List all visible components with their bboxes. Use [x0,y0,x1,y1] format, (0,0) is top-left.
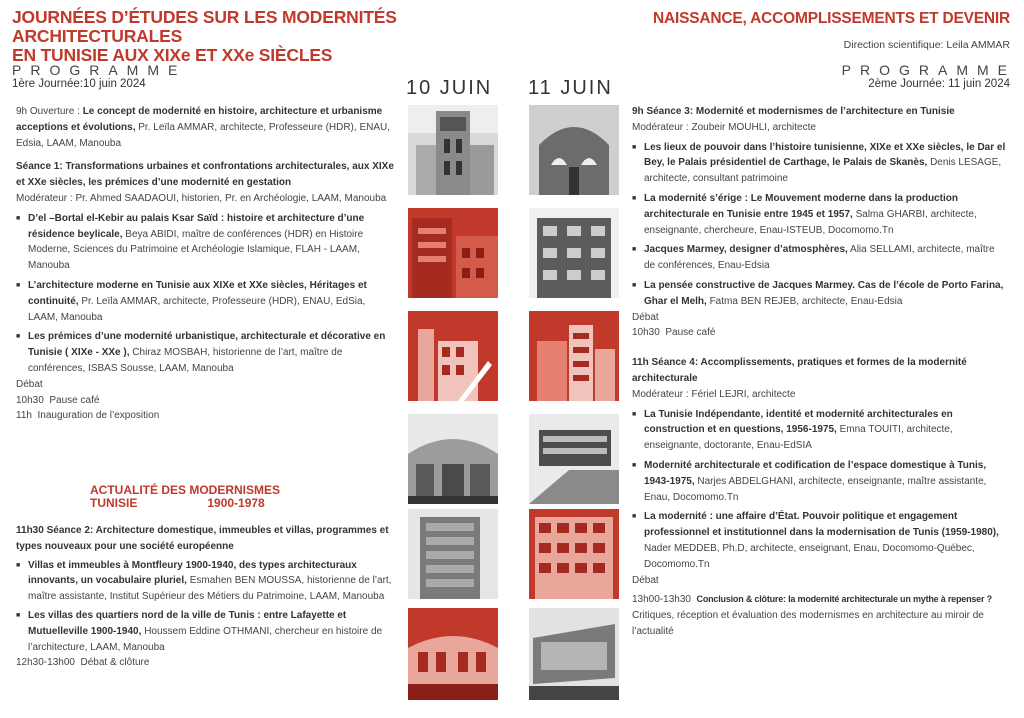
session1-title: Séance 1: Transformations urbaines et confrontations architecturales, aux XIXe et XXe siècles, les prémices d’une modernité en gestation [16,161,394,189]
session4-item [632,407,1008,454]
talk-title: Jacques Marmey, designer d’atmosphères, [644,244,848,256]
opening-speaker: Pr. Leïla AMMAR, architecte, Professeure (HDR), ENAU, Edsia, LAAM, Manouba [16,121,391,149]
inauguration-label: Inauguration de l’exposition [37,410,160,422]
talk-title: La pensée constructive de Jacques Marmey. Cas de l’école de Porto Farina, Ghar el Melh, [644,279,1004,307]
opening-block [16,104,394,151]
exhibition-title-line2 [90,497,350,510]
right-title: NAISSANCE, ACCOMPLISSEMENTS ET DEVENIR [653,10,1010,27]
closing-text: Critiques, réception et évaluation des modernismes en architecture au miroir de l’actualité [632,610,984,637]
session2-item [16,558,394,605]
debat-label: Débat [632,311,659,323]
talk-speaker: Fatma BEN REJEB, architecte, Enau-Edsia [709,295,903,307]
session2-block [16,523,394,671]
main-title-line1: JOURNÉES D’ÉTUDES SUR LES MODERNITÉS ARCHITECTURALES [12,7,397,46]
pause-label: Pause café [665,327,716,339]
talk-speaker: Pr. Leïla AMMAR, architecte, Professeure (HDR), ENAU, EdSia, LAAM, Manouba [28,295,366,323]
session3-title: 9h Séance 3: Modernité et modernismes de l’architecture en Tunisie [632,106,955,117]
talk-title: D’el –Bortal el-Kebir au palais Ksar Saïd : histoire et architecture d’une résidence beylicale, [28,212,365,240]
building-photo [529,208,619,298]
talk-title: Les prémices d’une modernité urbanistique, architecturale et décorative en Tunisie ( XIXe - XXe ), [28,331,386,359]
talk-title: Modernité architecturale et codification de l’espace domestique à Tunis, 1943-1975, [644,459,987,487]
building-photo [529,311,619,401]
session2-item [16,608,394,655]
pause-label: Pause café [49,394,100,406]
inauguration-line [16,408,394,424]
talk-speaker: Narjes ABDELGHANI, architecte, enseignante, maître assistante, Enau, Docomomo.Tn [644,475,987,503]
exhibition-title-line1: ACTUALITÉ DES MODERNISMES [90,483,281,497]
session3-item [632,242,1008,274]
talk-speaker: Nader MEDDEB, Ph.D, architecte, enseignant, Enau, Docomomo-Québec, Docomomo.Tn [644,542,975,570]
building-photo [408,311,498,401]
talk-speaker: Denis LESAGE, architecte, consultant patrimoine [644,157,1002,185]
pause-time: 10h30 [16,394,44,406]
day1-heading: 10 JUIN [406,77,493,99]
session4-moderator: Modérateur : Fériel LEJRI, architecte [632,388,796,400]
session3-item [632,191,1008,238]
day2-heading: 11 JUIN [528,77,613,99]
inauguration-time: 11h [16,410,32,422]
talk-title: Les lieux de pouvoir dans l’histoire tunisienne, XIXe et XXe siècles, le Dar el Bey, le Palais présidentiel de Carthage, le Palais de Skanès, [644,141,1006,169]
talk-title: Les villas des quartiers nord de la ville de Tunis : entre Lafayette et Mutuelleville 1900-1940, [28,609,347,637]
session4-item [632,458,1008,505]
talk-speaker: Beya ABIDI, maître de conférences (HDR) en Histoire Moderne, Sciences du Patrimoine et Archéologie Islamique, FLAH - LAAM, Manouba [28,228,364,272]
closing-line [16,655,394,671]
building-photo [408,414,498,504]
session3-item [632,278,1008,310]
building-photo [408,608,498,700]
session4-block [632,355,1008,640]
talk-speaker: Emna TOUITI, architecte, enseignante, doctorante, Enau-EdSIA [644,424,953,452]
session4-title: 11h Séance 4: Accomplissements, pratiques et formes de la modernité architecturale [632,357,967,384]
building-photo [529,509,619,599]
opening-title: Le concept de modernité en histoire, architecture et urbanisme acceptions et évolutions, [16,106,383,133]
talk-speaker: Alia SELLAMI, architecte, maître de conférences, Enau-Edsia [644,244,995,272]
talk-title: L’architecture moderne en Tunisie aux XIXe et XXe siècles, Héritages et continuité, [28,279,367,307]
exhibition-title [90,484,350,510]
direction-line: Direction scientifique: Leila AMMAR [843,39,1010,51]
session3-item [632,140,1008,187]
programme-heading-left: PROGRAMME [12,62,187,78]
building-photo [408,208,498,298]
main-title-line2: EN TUNISIE AUX XIXe ET XXe SIÈCLES [12,45,333,65]
session2-title: 11h30 Séance 2: Architecture domestique, immeubles et villas, programmes et types nouveaux pour une société européenne [16,525,389,552]
exhibition-years: 1900-1978 [207,496,265,510]
closing-line [632,592,1008,608]
opening-time: 9h Ouverture : [16,106,80,117]
building-photo [529,105,619,195]
session4-item [632,509,1008,572]
day2-program [632,104,1008,640]
closing-title: Conclusion & clôture: la modernité architecturale un mythe à repenser ? [696,594,992,605]
session1-item [16,211,394,274]
talk-title: Villas et immeubles à Montfleury 1900-1940, des types architecturaux innovants, un vocabulaire pluriel, [28,559,357,587]
session1-moderator: Modérateur : Pr. Ahmed SAADAOUI, historien, Pr. en Archéologie, LAAM, Manouba [16,192,387,204]
day1-label: 1ère Journée:10 juin 2024 [12,78,146,90]
closing-time: 12h30-13h00 [16,657,75,669]
talk-speaker: Esmahen BEN MOUSSA, historienne de l’art, maître assistante, Institut Supérieur des Métiers du Patrimoine, LAAM, Manouba [28,575,392,603]
session1-item [16,278,394,325]
talk-title: La modernité s’érige : Le Mouvement moderne dans la production architecturale en Tunisie entre 1945 et 1957, [644,192,958,220]
talk-title: La modernité : une affaire d’État. Pouvoir politique et engagement professionnel et institutionnel dans la modernisation de Tunis (1959-1980), [644,511,999,539]
exhibition-country: TUNISIE [90,496,138,510]
session1-block [16,159,394,424]
closing-label: Débat & clôture [80,657,150,669]
building-photo [529,414,619,504]
pause-time: 10h30 [632,327,660,339]
programme-heading-right: PROGRAMME [841,62,1016,78]
talk-speaker: Salma GHARBI, architecte, enseignante, chercheure, Enau-ISTEUB, Docomomo.Tn [644,208,977,236]
closing-time: 13h00-13h30 [632,594,691,606]
building-photo [529,608,619,700]
day2-label: 2ème Journée: 11 juin 2024 [868,78,1010,90]
debat-label: Débat [632,574,659,586]
building-photo [408,509,498,599]
talk-speaker: Houssem Eddine OTHMANI, chercheur en histoire de l’architecture, LAAM, Manouba [28,625,383,653]
pause-line [16,393,394,409]
main-title [12,8,402,65]
talk-title: La Tunisie Indépendante, identité et modernité architecturales en construction et en questions, 1956-1975, [644,408,953,436]
pause-line [632,325,1008,341]
session3-moderator: Modérateur : Zoubeir MOUHLI, architecte [632,121,816,133]
talk-speaker: Chiraz MOSBAH, historienne de l’art, maître de conférences, ISBAS Sousse, LAAM, Manouba [28,347,343,374]
building-photo [408,105,498,195]
session1-item [16,329,394,376]
day1-program [16,104,394,424]
debat-label: Débat [16,378,43,390]
